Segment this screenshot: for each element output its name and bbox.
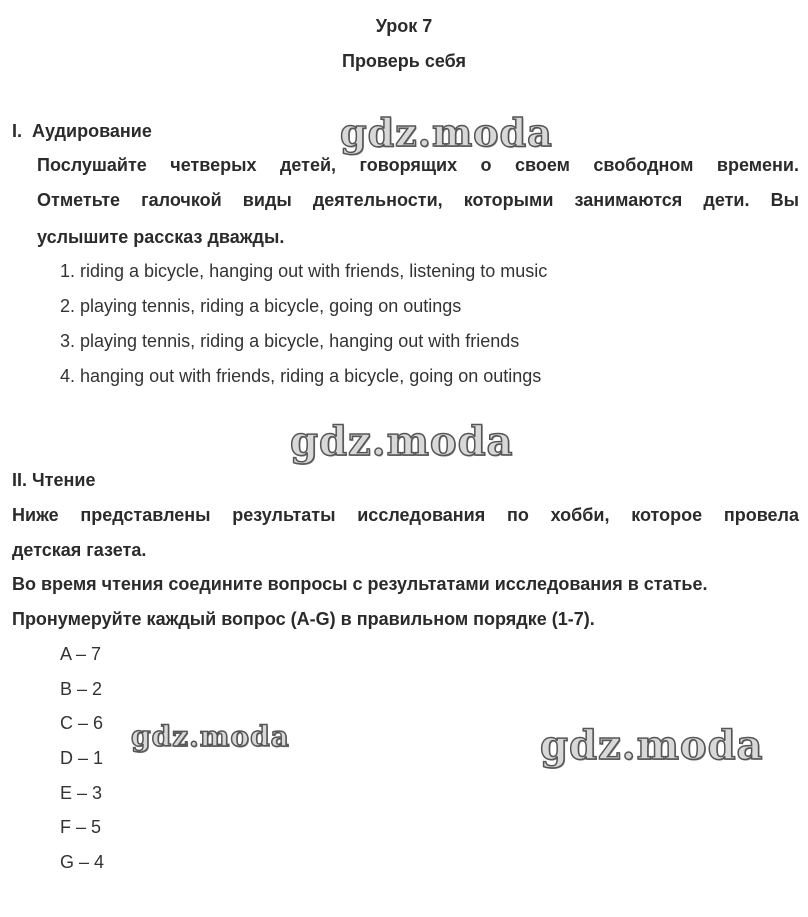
section1-instruction-line-2: Отметьте галочкой виды деятельности, которыми занимаются дети. Вы [37, 190, 799, 210]
section2-heading-row [12, 470, 95, 491]
section2-instruction-line-2: детская газета. [12, 540, 147, 560]
answer-item: A – 7 [60, 644, 102, 664]
watermark-logo: gdz.moda [340, 110, 553, 155]
lesson-subtitle: Проверь себя [342, 51, 466, 71]
answer-item: D – 1 [60, 748, 104, 768]
section1-instruction-line-1: Послушайте четверых детей, говорящих о своем свободном времени. [37, 155, 799, 175]
list-item: 1. riding a bicycle, hanging out with friends, listening to music [60, 261, 548, 281]
answer-item: C – 6 [60, 713, 104, 733]
section1-heading-row [12, 121, 152, 142]
section2-instruction-line-1: Ниже представлены результаты исследования по хобби, которое провела [12, 505, 799, 525]
watermark-logo: gdz.moda [540, 722, 764, 769]
lesson-title: Урок 7 [375, 16, 433, 36]
watermark-logo: gdz.moda [131, 720, 290, 753]
watermark-logo: gdz.moda [290, 418, 514, 465]
section1-instruction-line-3: услышите рассказ дважды. [37, 227, 285, 247]
answer-item: E – 3 [60, 783, 103, 803]
section2-instruction-line-3: Во время чтения соедините вопросы с результатами исследования в статье. [12, 574, 708, 594]
section1-heading: Аудирование [32, 121, 152, 141]
list-item: 4. hanging out with friends, riding a bicycle, going on outings [60, 366, 542, 386]
list-item: 3. playing tennis, riding a bicycle, hanging out with friends [60, 331, 520, 351]
answer-item: B – 2 [60, 679, 103, 699]
section2-instruction-line-4: Пронумеруйте каждый вопрос (A-G) в правильном порядке (1-7). [12, 609, 595, 629]
section2-heading: Чтение [32, 470, 96, 490]
answer-item: F – 5 [60, 817, 102, 837]
section1-number: I. [12, 121, 23, 141]
answer-item: G – 4 [60, 852, 105, 872]
section2-number: II. [12, 470, 28, 490]
list-item: 2. playing tennis, riding a bicycle, going on outings [60, 296, 462, 316]
